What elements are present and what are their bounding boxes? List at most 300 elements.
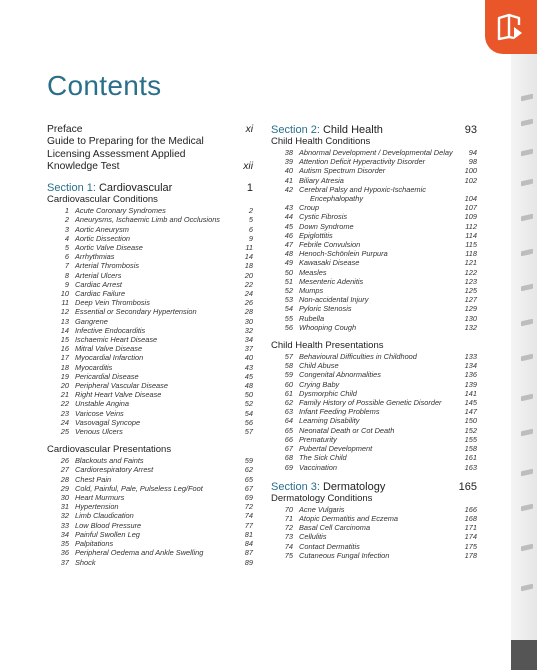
section-name — [271, 481, 385, 493]
chapter-title: Cardiac Arrest — [75, 279, 122, 289]
toc-entry — [271, 166, 477, 175]
toc-entry — [271, 323, 477, 332]
chapter-title: Behavioural Difficulties in Childhood — [299, 352, 417, 362]
chapter-title: Congenital Abnormalities — [299, 370, 381, 380]
chapter-page: 56 — [244, 417, 253, 427]
toc-entry — [47, 530, 253, 539]
chapter-page: 14 — [244, 252, 253, 262]
chapter-page: 28 — [244, 307, 253, 317]
chapter-title: Limb Claudication — [75, 511, 134, 521]
chapter-number: 64 — [284, 416, 293, 426]
chapter-page: 32 — [244, 325, 253, 335]
chapter-page: 6 — [248, 224, 253, 234]
chapter-title: Shock — [75, 557, 96, 567]
section-block — [271, 481, 477, 493]
chapter-page: 67 — [244, 483, 253, 493]
chapter-title: Aortic Valve Disease — [75, 243, 143, 252]
toc-entry — [271, 426, 477, 435]
chapter-title: Infant Feeding Problems — [299, 407, 380, 417]
chapter-title: Epiglottitis — [299, 230, 333, 240]
chapter-number: 48 — [284, 249, 293, 259]
chapter-title: Myocardial Infarction — [75, 353, 144, 363]
chapter-number: 61 — [284, 388, 293, 398]
chapter-number: 24 — [60, 417, 69, 427]
chapter-number: 73 — [284, 532, 293, 542]
toc-entry — [47, 381, 253, 390]
toc-entry — [271, 268, 477, 277]
chapter-title: Acne Vulgaris — [299, 504, 345, 514]
toc-entry — [47, 353, 253, 362]
edge-mark — [521, 179, 533, 187]
edge-mark — [521, 284, 533, 292]
section-title: Cardiovascular — [95, 182, 173, 195]
chapter-number: 75 — [284, 550, 293, 560]
chapter-number: 15 — [60, 335, 69, 345]
chapter-number: 63 — [284, 407, 293, 417]
chapter-page: 52 — [244, 399, 253, 409]
group-title: Child Health Presentations — [271, 340, 384, 352]
chapter-number: 72 — [284, 523, 293, 533]
chapter-page: 11 — [245, 243, 253, 252]
toc-entry — [271, 240, 477, 249]
chapter-number — [271, 194, 299, 203]
edge-mark — [521, 319, 533, 327]
section-number: Section 1: — [47, 182, 96, 195]
section-title: Dermatology — [319, 480, 386, 493]
chapter-page: 115 — [465, 240, 477, 250]
chapter-page: 94 — [468, 148, 477, 157]
toc-entry — [47, 475, 253, 484]
chapter-title: Arrhythmias — [75, 252, 115, 262]
edge-mark — [521, 249, 533, 257]
toc-entry — [47, 298, 253, 307]
chapter-page: 178 — [464, 550, 477, 560]
chapter-number: 51 — [284, 276, 293, 286]
section-name — [47, 182, 172, 194]
toc-entry — [47, 344, 253, 353]
toc-entry — [47, 252, 253, 261]
chapter-title: The Sick Child — [299, 453, 347, 463]
toc-entry — [271, 463, 477, 472]
chapter-title: Biliary Atresia — [299, 175, 344, 185]
chapter-number: 22 — [60, 399, 69, 409]
toc-entry — [271, 203, 477, 212]
chapter-number: 6 — [64, 252, 69, 262]
chapter-page: 175 — [464, 541, 477, 551]
chapter-number: 33 — [60, 520, 69, 530]
section-name — [271, 124, 383, 136]
chapter-number: 27 — [60, 465, 69, 475]
chapter-number: 70 — [284, 504, 293, 514]
toc-entry — [47, 363, 253, 372]
chapter-page: 161 — [464, 453, 477, 463]
chapter-number: 46 — [284, 230, 293, 240]
chapter-number: 44 — [284, 212, 293, 222]
chapter-page: 57 — [244, 427, 253, 437]
chapter-page: 62 — [244, 465, 253, 475]
chapter-page: 166 — [464, 504, 477, 514]
chapter-number: 25 — [60, 427, 69, 437]
toc-entry — [271, 505, 477, 514]
chapter-page: 104 — [464, 194, 477, 204]
chapter-number: 49 — [284, 258, 293, 268]
chapter-page: 69 — [244, 493, 253, 503]
toc-entry — [271, 286, 477, 295]
chapter-page: 37 — [244, 344, 253, 354]
chapter-title: Learning Disability — [299, 416, 360, 426]
chapter-number: 41 — [284, 175, 293, 185]
chapter-page: 45 — [244, 371, 253, 381]
toc-entry — [271, 398, 477, 407]
chapter-page: 26 — [244, 298, 253, 308]
toc-entry — [47, 372, 253, 381]
prelim-entry — [47, 124, 253, 136]
page-title: Contents — [47, 70, 162, 101]
chapter-title: Cellulitis — [299, 532, 327, 542]
toc-entry — [271, 407, 477, 416]
chapter-number: 74 — [284, 541, 293, 551]
chapter-title: Myocarditis — [75, 362, 113, 372]
chapter-number: 30 — [60, 493, 69, 503]
chapter-number: 69 — [284, 462, 293, 472]
right-toc — [271, 124, 477, 560]
chapter-page: 127 — [464, 295, 477, 305]
chapter-title: Measles — [299, 267, 327, 277]
chapter-number: 12 — [60, 307, 69, 317]
chapter-page: 112 — [465, 221, 477, 231]
chapter-title: Dysmorphic Child — [299, 388, 357, 398]
chapter-title: Contact Dermatitis — [299, 541, 360, 551]
toc-entry — [271, 380, 477, 389]
toc-entry — [47, 502, 253, 511]
chapter-number: 18 — [60, 362, 69, 372]
chapter-number: 39 — [284, 157, 293, 167]
chapter-title: Atopic Dermatitis and Eczema — [299, 513, 398, 523]
toc-entry — [47, 484, 253, 493]
toc-entry — [271, 314, 477, 323]
toc-entry — [47, 548, 253, 557]
chapter-number: 47 — [284, 240, 293, 250]
chapter-number: 36 — [60, 548, 69, 558]
chapter-number: 9 — [64, 279, 69, 289]
chapter-page: 136 — [464, 370, 477, 380]
chapter-title: Peripheral Vascular Disease — [75, 381, 168, 391]
toc-entry — [271, 176, 477, 185]
edge-mark — [521, 429, 533, 437]
toc-entry — [47, 234, 253, 243]
section-number: Section 3: — [271, 480, 320, 493]
group-title: Child Health Conditions — [271, 136, 371, 147]
chapter-number: 52 — [284, 286, 293, 296]
chapter-number: 21 — [60, 390, 69, 400]
chapter-number: 17 — [60, 353, 69, 363]
toc-entry — [47, 427, 253, 436]
chapter-page: 129 — [464, 304, 477, 314]
chapter-page: 48 — [244, 381, 253, 391]
chapter-title: Pericardial Disease — [75, 371, 139, 381]
chapter-number: 14 — [60, 325, 69, 335]
chapter-number: 66 — [284, 434, 293, 444]
chapter-number: 8 — [64, 270, 69, 280]
toc-entry — [271, 435, 477, 444]
chapter-number: 34 — [60, 529, 69, 539]
toc-entry — [47, 399, 253, 408]
chapter-page: 109 — [464, 212, 477, 222]
toc-entry — [271, 295, 477, 304]
chapter-page: 147 — [464, 407, 477, 417]
toc-entry — [47, 511, 253, 520]
chapter-title: Croup — [299, 203, 320, 213]
toc-entry — [271, 532, 477, 541]
edge-mark — [521, 584, 533, 592]
chapter-page: 102 — [464, 175, 477, 185]
toc-entry — [271, 258, 477, 267]
chapter-title: Pyloric Stenosis — [299, 304, 352, 314]
chapter-title: Arterial Thrombosis — [75, 261, 140, 271]
chapter-number: 5 — [64, 243, 69, 252]
chapter-page: 18 — [244, 261, 253, 271]
toc-entry — [271, 194, 477, 203]
toc-entry — [47, 493, 253, 502]
chapter-title: Aortic Aneurysm — [75, 224, 129, 234]
chapter-title: Crying Baby — [299, 379, 340, 389]
chapter-number: 56 — [284, 322, 293, 332]
toc-entry — [271, 514, 477, 523]
chapter-page: 30 — [244, 316, 253, 326]
open-book-badge[interactable] — [485, 0, 537, 54]
chapter-number: 58 — [284, 361, 293, 371]
chapter-page: 134 — [464, 361, 477, 371]
chapter-number: 37 — [60, 557, 69, 567]
chapter-number: 11 — [61, 298, 69, 308]
chapter-title: Cold, Painful, Pale, Pulseless Leg/Foot — [75, 483, 203, 493]
section-page: 1 — [246, 182, 253, 195]
chapter-title: Arterial Ulcers — [75, 270, 122, 280]
prelim-title: Preface — [47, 124, 83, 135]
chapter-page: 125 — [464, 286, 477, 296]
toc-entry — [47, 271, 253, 280]
chapter-number: 31 — [60, 502, 69, 512]
chapter-page: 118 — [465, 249, 477, 259]
chapter-page: 89 — [244, 557, 253, 567]
toc-entry — [271, 444, 477, 453]
chapter-page: 22 — [244, 279, 253, 289]
left-column — [47, 124, 253, 567]
toc-entry — [271, 304, 477, 313]
chapter-title: Cardiac Failure — [75, 289, 126, 299]
toc-entry — [271, 551, 477, 560]
chapter-page: 174 — [464, 532, 477, 542]
toc-entry — [271, 157, 477, 166]
chapter-page: 150 — [464, 416, 477, 426]
chapter-page: 155 — [464, 434, 477, 444]
chapter-title: Pubertal Development — [299, 444, 373, 454]
chapter-page: 133 — [464, 352, 477, 362]
toc-entry — [47, 289, 253, 298]
chapter-title: Cerebral Palsy and Hypoxic-Ischaemic — [299, 184, 426, 194]
chapter-page: 59 — [244, 456, 253, 466]
chapter-number: 45 — [284, 221, 293, 231]
toc-entry — [47, 465, 253, 474]
toc-entry — [47, 456, 253, 465]
chapter-title: Prematurity — [299, 434, 337, 444]
chapter-title: Painful Swollen Leg — [75, 529, 140, 539]
chapter-page: 107 — [464, 203, 477, 213]
chapter-number: 16 — [60, 344, 69, 354]
chapter-page: 81 — [244, 529, 253, 539]
toc-entry — [271, 389, 477, 398]
toc-entry — [47, 558, 253, 567]
chapter-title: Varicose Veins — [75, 408, 124, 418]
chapter-page: 98 — [468, 157, 477, 167]
chapter-page: 54 — [244, 408, 253, 418]
chapter-title: Right Heart Valve Disease — [75, 390, 162, 400]
toc-entry — [271, 523, 477, 532]
chapter-page: 5 — [248, 215, 253, 225]
chapter-page: 34 — [244, 335, 253, 345]
edge-mark — [521, 214, 533, 222]
prelim-page: xii — [243, 160, 253, 172]
chapter-page: 130 — [464, 313, 477, 323]
chapter-title: Cystic Fibrosis — [299, 212, 348, 222]
chapter-number: 57 — [284, 352, 293, 362]
chapter-number: 13 — [60, 316, 69, 326]
chapter-page: 100 — [464, 166, 477, 176]
open-book-icon — [495, 12, 527, 42]
chapter-title: Whooping Cough — [299, 322, 357, 332]
chapter-title: Vaccination — [299, 462, 337, 472]
toc-entry — [47, 409, 253, 418]
toc-entry — [271, 352, 477, 361]
chapter-page: 72 — [244, 502, 253, 512]
toc-entry — [47, 215, 253, 224]
toc-entry — [47, 261, 253, 270]
chapter-page — [453, 185, 477, 194]
group-title: Dermatology Conditions — [271, 492, 373, 504]
chapter-page: 163 — [464, 462, 477, 472]
chapter-title: Kawasaki Disease — [299, 258, 360, 268]
chapter-title: Neonatal Death or Cot Death — [299, 425, 395, 435]
edge-mark — [521, 354, 533, 362]
toc-entry — [271, 416, 477, 425]
chapter-title: Infective Endocarditis — [75, 325, 146, 335]
chapter-title: Aortic Dissection — [75, 233, 131, 243]
toc-entry — [47, 243, 253, 252]
chapter-page: 65 — [244, 474, 253, 484]
chapter-title: Cardiorespiratory Arrest — [75, 465, 154, 475]
toc-entry — [271, 361, 477, 370]
chapter-page: 9 — [248, 233, 253, 243]
chapter-page: 139 — [464, 379, 477, 389]
left-toc — [47, 182, 253, 567]
chapter-title: Acute Coronary Syndromes — [75, 206, 166, 216]
section-block — [271, 124, 477, 136]
chapter-page: 122 — [464, 267, 477, 277]
toc-entry — [271, 231, 477, 240]
chapter-number: 2 — [64, 215, 69, 225]
toc-entry — [47, 307, 253, 316]
group-title: Cardiovascular Presentations — [47, 444, 172, 456]
chapter-title: Aneurysms, Ischaemic Limb and Occlusions — [75, 215, 220, 225]
chapter-number: 20 — [60, 381, 69, 391]
toc-entry — [47, 326, 253, 335]
chapter-number: 60 — [284, 379, 293, 389]
chapter-number: 62 — [284, 398, 293, 408]
toc-entry — [47, 335, 253, 344]
edge-mark — [521, 119, 533, 127]
toc-entry — [271, 277, 477, 286]
chapter-number: 65 — [284, 425, 293, 435]
prelims — [47, 124, 253, 173]
chapter-title: Child Abuse — [299, 361, 339, 371]
toc-entry — [271, 370, 477, 379]
chapter-title: Family History of Possible Genetic Disorder — [299, 398, 442, 408]
toc-entry — [47, 225, 253, 234]
chapter-title: Vasovagal Syncope — [75, 417, 141, 427]
chapter-title: Attention Deficit Hyperactivity Disorder — [299, 157, 426, 167]
chapter-title: Henoch-Schönlein Purpura — [299, 249, 388, 259]
chapter-number: 50 — [284, 267, 293, 277]
section-heading — [271, 481, 477, 493]
prelim-title: Guide to Preparing for the Medical Licensing Assessment Applied Knowledge Test — [47, 136, 204, 172]
chapter-page: 145 — [464, 398, 477, 408]
toc-entry — [47, 521, 253, 530]
chapter-title: Encephalopathy — [310, 194, 364, 204]
chapter-number: 67 — [284, 444, 293, 454]
chapter-title: Venous Ulcers — [75, 427, 123, 437]
toc-entry — [271, 185, 477, 194]
chapter-title: Non-accidental Injury — [299, 295, 369, 305]
chapter-title: Low Blood Pressure — [75, 520, 142, 530]
chapter-number: 68 — [284, 453, 293, 463]
chapter-number: 40 — [284, 166, 293, 176]
chapter-title: Abnormal Development / Developmental Delay — [299, 148, 453, 157]
page-edge — [511, 0, 537, 670]
chapter-number: 54 — [284, 304, 293, 314]
chapter-number: 10 — [60, 289, 69, 299]
chapter-page: 77 — [244, 520, 253, 530]
chapter-page: 123 — [464, 276, 477, 286]
chapter-title: Basal Cell Carcinoma — [299, 523, 371, 533]
chapter-number: 35 — [60, 539, 69, 549]
edge-mark — [521, 94, 533, 102]
edge-mark — [521, 469, 533, 477]
chapter-page: 132 — [464, 322, 477, 332]
toc-entry — [271, 222, 477, 231]
chapter-title: Peripheral Oedema and Ankle Swelling — [75, 548, 204, 558]
chapter-title: Heart Murmurs — [75, 493, 125, 503]
chapter-number: 7 — [64, 261, 69, 271]
chapter-number: 1 — [64, 206, 69, 216]
chapter-title: Blackouts and Faints — [75, 456, 144, 466]
chapter-number: 23 — [60, 408, 69, 418]
prelim-entry — [47, 136, 253, 173]
toc-entry — [271, 453, 477, 462]
chapter-page: 87 — [244, 548, 253, 558]
chapter-number: 28 — [60, 474, 69, 484]
chapter-title: Ischaemic Heart Disease — [75, 335, 158, 345]
edge-mark — [521, 149, 533, 157]
chapter-page: 20 — [244, 270, 253, 280]
chapter-number: 4 — [64, 233, 69, 243]
chapter-number: 42 — [284, 184, 293, 194]
chapter-title: Essential or Secondary Hypertension — [75, 307, 197, 317]
toc-entry — [47, 390, 253, 399]
chapter-page: 50 — [244, 390, 253, 400]
chapter-title: Chest Pain — [75, 474, 112, 484]
right-column — [271, 124, 477, 560]
toc-entry — [47, 317, 253, 326]
